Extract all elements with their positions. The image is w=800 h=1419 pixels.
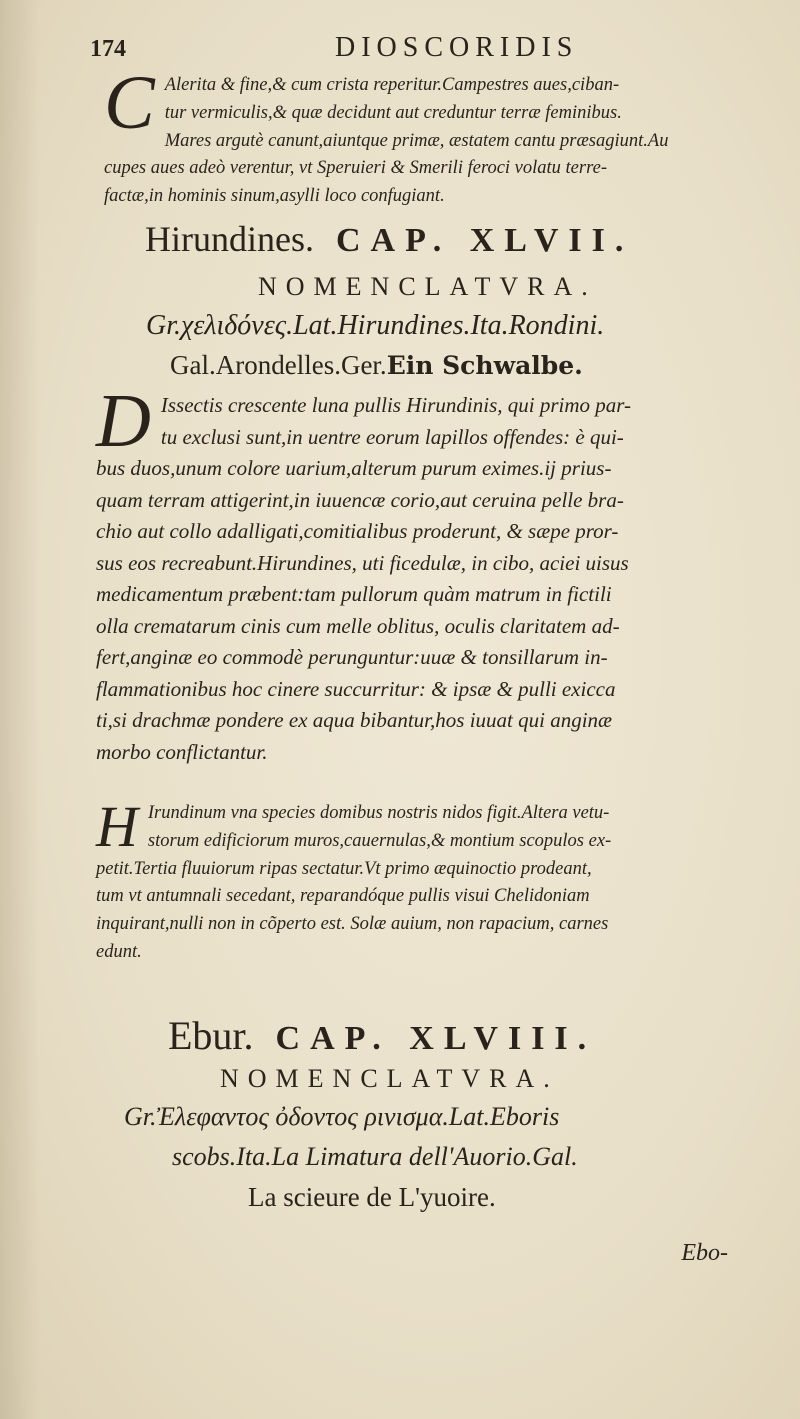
text-line: factæ,in hominis sinum,asylli loco confugiant. — [104, 186, 445, 207]
text-line: tu exclusi sunt,in uentre eorum lapillos offendes: è qui- — [160, 424, 624, 449]
text-line: Irundinum vna species domibus nostris nidos figit.Altera vetu- — [147, 803, 610, 823]
chapter-heading — [145, 218, 633, 260]
nomenclatura-heading: NOMENCLATVRA. — [220, 1064, 559, 1093]
chapter-number: CAP. XLVIII. — [275, 1020, 597, 1057]
page-gutter-shadow — [0, 0, 40, 1419]
text-line: sus eos recreabunt.Hirundines, uti ficedulæ, in cibo, aciei uisus — [96, 550, 629, 575]
text-line: petit.Tertia fluuiorum ripas sectatur.Vt primo æquinoctio prodeant, — [96, 858, 592, 879]
names-prefix: Gal.Arondelles.Ger. — [170, 350, 387, 380]
page-number: 174 — [90, 36, 126, 62]
page-header — [90, 30, 650, 64]
chapter-heading — [168, 1012, 596, 1059]
chapter-paragraph — [96, 794, 746, 967]
text-line: fert,anginæ eo commodè perunguntur:uuæ & tonsillarum in- — [96, 645, 608, 669]
text-line: quam terram attigerint,in iuuencæ corio,aut ceruina pelle bra- — [96, 487, 624, 512]
catchword: Ebo- — [681, 1240, 728, 1266]
german-name: Ein Schwalbe. — [386, 351, 583, 380]
running-title: DIOSCORIDIS — [335, 32, 579, 63]
nomenclature-names: Gr.Ἐλεφαντος ὀδοντος ρινισμα.Lat.Eboris — [124, 1102, 560, 1131]
text-line: ti,si drachmæ pondere ex aqua bibantur,hos iuuat qui anginæ — [96, 708, 613, 732]
text-line: chio aut collo adalligati,comitialibus proderunt, & sæpe pror- — [96, 519, 619, 543]
previous-chapter-paragraph — [104, 61, 744, 211]
nomenclature-names — [170, 350, 583, 381]
text-line: inquirant,nulli non in cõperto est. Solæ auium, non rapacium, carnes — [96, 914, 609, 935]
chapter-title: Ebur. — [168, 1013, 254, 1058]
nomenclature-names: La sciеure de L'yuoire. — [248, 1182, 496, 1212]
text-line: tur vermiculis,& quæ decidunt aut creduntur terræ feminibus. — [164, 102, 622, 123]
drop-cap-initial: H — [96, 794, 138, 859]
text-line: medicamentum præbent:tam pullorum quàm matrum in fictili — [96, 582, 612, 606]
chapter-title: Hirundines. — [145, 219, 314, 259]
text-line: edunt. — [96, 941, 142, 962]
nomenclature-names: Gr.χελιδόνες.Lat.Hirundines.Ita.Rondini. — [146, 310, 605, 341]
text-line: bus duos,unum colore uarium,alterum purum eximes.ij prius- — [96, 456, 612, 480]
nomenclature-names: scobs.Ita.La Limatura dell'Auorio.Gal. — [172, 1142, 578, 1171]
chapter-paragraph — [96, 379, 746, 768]
text-line: morbo conflictantur. — [96, 739, 268, 764]
text-line: cupes aues adeò verentur, vt Speruieri & Smerili feroci volatu terre- — [104, 158, 607, 179]
nomenclatura-heading: NOMENCLATVRA. — [258, 272, 597, 301]
drop-cap-initial: C — [104, 61, 155, 145]
chapter-number: CAP. XLVII. — [335, 222, 634, 259]
text-line: tum vt antumnali secedant, reparandóque pullis visui Chelidoniam — [96, 886, 590, 907]
text-line: flammationibus hoc cinere succurritur: & ipsæ & pulli exiccа — [96, 676, 616, 701]
text-line: olla crematarum cinis cum melle oblitus, oculis claritatem ad- — [96, 613, 620, 638]
text-line: Alerita & fine,& cum crista reperitur.Campestres aues,ciban- — [164, 75, 620, 95]
drop-cap-initial: D — [96, 379, 151, 463]
text-line: Mares argutè canunt,aiuntque primæ, æstatem cantu præsagiunt.Au — [164, 130, 669, 151]
text-line: storum edificiorum muros,cauernulas,& montium scopulos ex- — [147, 830, 612, 851]
text-line: Issectis crescente luna pullis Hirundinis, qui primo par- — [160, 393, 631, 417]
